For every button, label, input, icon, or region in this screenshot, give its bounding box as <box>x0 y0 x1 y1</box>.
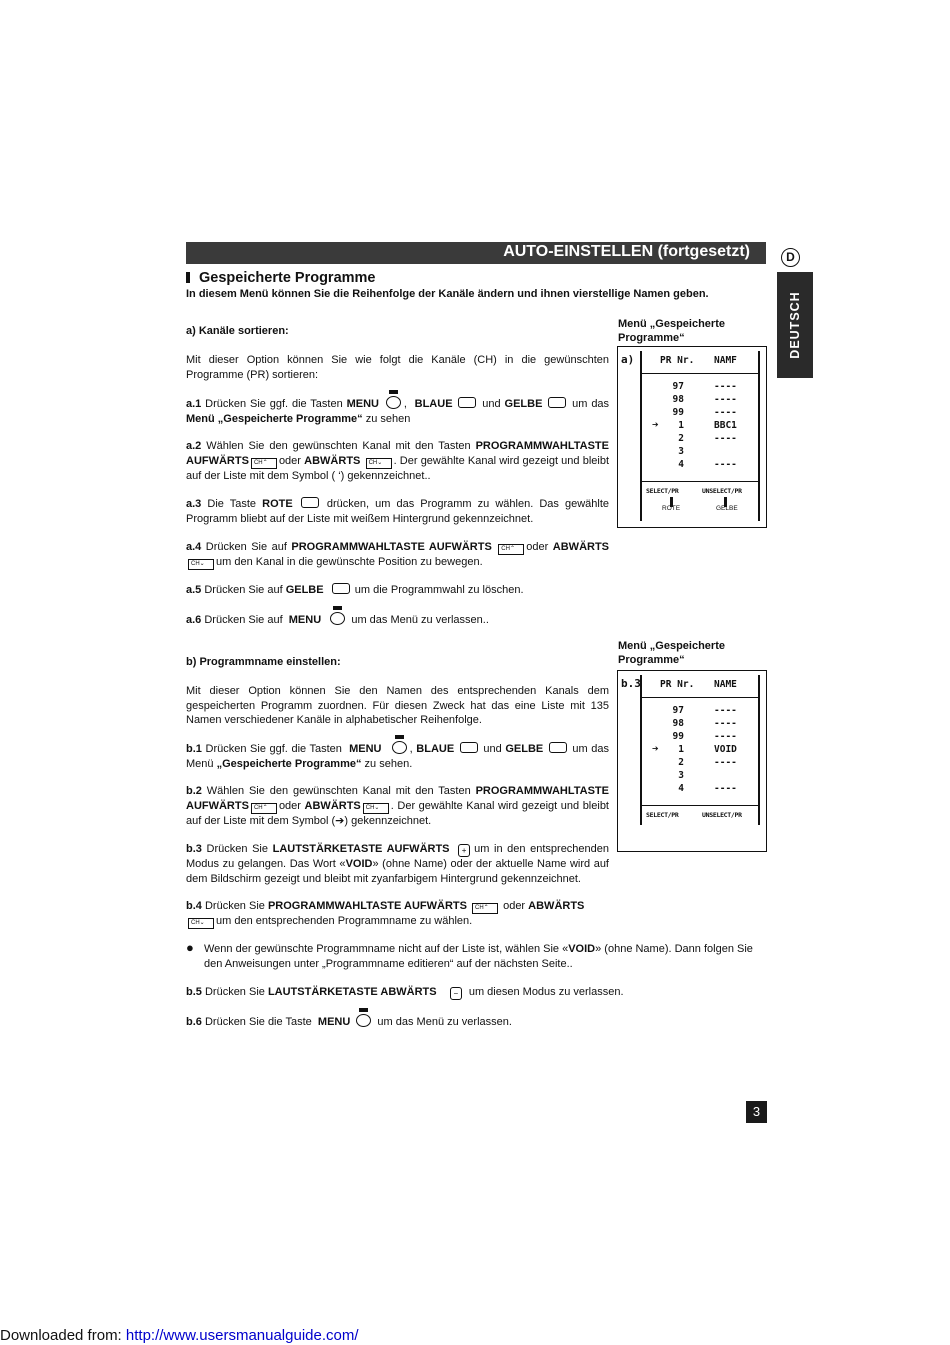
note-text: Wenn der gewünschte Programmname nicht auf der Liste ist, wählen Sie «VOID» (ohne Name). Dann folgen Sie den Anweisungen unter „Programmname editieren“ auf der nächsten Seite.. <box>204 943 753 970</box>
part-a-intro: Mit dieser Option können Sie wie folgt die Kanäle (CH) in die gewünschten Programme (PR) sortieren: <box>186 354 609 381</box>
channel-up-icon: CH⌃ <box>498 544 524 555</box>
screen-a-col-name: NAMF <box>714 355 737 366</box>
page-number: 3 <box>746 1101 767 1123</box>
menu-button-icon <box>392 741 407 754</box>
volume-down-icon: − <box>450 987 462 1000</box>
step-a2: a.2 Wählen Sie den gewünschten Kanal mit den Tasten PROGRAMMWAHLTASTE AUFWÄRTS CH⌃ oder ABWÄRTS CH⌄ . Der gewählte Kanal wird gezeigt und bleibt auf der Liste mit dem Symbol ( ‘) gekennzeichnet.. <box>186 440 610 482</box>
step-a1: a.1 Drücken Sie ggf. die Tasten MENU , BLAUE und GELBE um das Menü „Gespeicherte Programme“ zu sehen <box>186 398 610 425</box>
language-side-tab-label: DEUTSCH <box>788 291 802 359</box>
yellow-key-icon <box>332 583 350 594</box>
part-b-intro: Mit dieser Option können Sie den Namen des entsprechenden Kanals dem gespeicherten Programm zuordnen. Für diesen Zweck hat das eine Liste mit 135 Namen verschiedener Kanäle in alphabetischer Reihenfolge. <box>186 685 609 726</box>
part-b-heading: b) Programmname einstellen: <box>186 656 341 668</box>
channel-up-icon: CH⌃ <box>251 803 277 814</box>
screen-a-cap-left: ROTE <box>662 505 681 512</box>
screen-a-divider <box>642 373 758 374</box>
download-footer-prefix: Downloaded from: <box>0 1327 126 1344</box>
title-bar <box>186 242 766 264</box>
channel-up-icon: CH⌃ <box>472 903 498 914</box>
yellow-key-icon <box>549 742 567 753</box>
red-key-icon <box>301 497 319 508</box>
step-b5: b.5 Drücken Sie LAUTSTÄRKETASTE ABWÄRTS − um diesen Modus zu verlassen. <box>186 986 624 998</box>
download-footer-link[interactable]: http://www.usersmanualguide.com/ <box>125 1327 359 1344</box>
screen-a-caption: Menü „Gespeicherte Programme“ <box>618 318 725 344</box>
screen-a-cap-right: GELBE <box>716 505 738 512</box>
step-b2: b.2 Wählen Sie den gewünschten Kanal mit den Tasten PROGRAMMWAHLTASTE AUFWÄRTS CH⌃ oder ABWÄRTS CH⌄ . Der gewählte Kanal wird gezeigt und bleibt auf der Liste mit dem Symbol (➔) gekennzeichnet. <box>186 785 609 827</box>
step-a6: a.6 Drücken Sie auf MENU um das Menü zu verlassen.. <box>186 614 489 626</box>
part-a-heading: a) Kanäle sortieren: <box>186 325 289 337</box>
screen-b-caption: Menü „Gespeicherte Programme“ <box>618 640 725 666</box>
channel-up-icon: CH⌃ <box>251 458 277 469</box>
arrow-icon: ➔ <box>652 418 659 431</box>
screen-b-tag: b.3 <box>621 677 641 690</box>
menu-button-icon <box>356 1014 371 1027</box>
screen-b-divider <box>642 697 758 698</box>
language-side-tab <box>777 272 813 378</box>
section-marker <box>186 272 190 283</box>
arrow-icon: ➔ <box>652 742 659 755</box>
screen-a-inner: PR Nr. NAMF 97 ---- 98 ---- 99 ---- ➔ 1 BBC1 2 ---- 3 4 ---- SELECT/PR UNSELECT/PR ROTE GELBE <box>640 351 760 521</box>
channel-down-icon: CH⌄ <box>363 803 389 814</box>
language-badge: D <box>781 248 800 267</box>
screen-a <box>617 346 767 528</box>
section-title-text: Gespeicherte Programme <box>199 270 376 286</box>
screen-b-col-pr: PR Nr. <box>660 679 695 690</box>
screen-a-foot-left: SELECT/PR <box>646 487 679 495</box>
screen-b <box>617 670 767 852</box>
step-a4: a.4 Drücken Sie auf PROGRAMMWAHLTASTE AUFWÄRTS CH⌃ oder ABWÄRTS CH⌄ um den Kanal in die gewünschte Position zu bewegen. <box>186 541 610 568</box>
screen-b-foot-right: UNSELECT/PR <box>702 811 742 819</box>
step-b6: b.6 Drücken Sie die Taste MENU um das Menü zu verlassen. <box>186 1016 512 1028</box>
step-a3: a.3 Die Taste ROTE drücken, um das Programm zu wählen. Das gewählte Programm bliebt auf der Liste mit weißem Hintergrund gekennzeichnet. <box>186 498 610 525</box>
step-a5: a.5 Drücken Sie auf GELBE um die Programmwahl zu löschen. <box>186 584 524 596</box>
screen-b-col-name: NAME <box>714 679 737 690</box>
section-title <box>186 270 376 286</box>
volume-up-icon: + <box>458 844 470 857</box>
step-b3: b.3 Drücken Sie LAUTSTÄRKETASTE AUFWÄRTS + um in den entsprechenden Modus zu gelangen. Das Wort «VOID» (ohne Name) oder der aktuelle Name wird auf dem Bildschirm gezeigt und bleibt mit zyanfarbigem Hintergrund gekennzeichnet. <box>186 843 610 885</box>
section-subtitle: In diesem Menü können Sie die Reihenfolge der Kanäle ändern und ihnen vierstellige Namen geben. <box>186 288 709 300</box>
blue-key-icon <box>458 397 476 408</box>
menu-button-icon <box>330 612 345 625</box>
download-footer <box>0 1327 359 1344</box>
page-title: AUTO-EINSTELLEN (fortgesetzt) <box>503 243 750 260</box>
channel-down-icon: CH⌄ <box>188 559 214 570</box>
screen-a-tag: a) <box>621 353 635 366</box>
channel-down-icon: CH⌄ <box>188 918 214 929</box>
note-bullet: ● <box>186 940 194 955</box>
screen-a-divider <box>642 481 758 482</box>
channel-down-icon: CH⌄ <box>366 458 392 469</box>
yellow-key-icon <box>548 397 566 408</box>
screen-b-divider <box>642 805 758 806</box>
screen-a-foot-right: UNSELECT/PR <box>702 487 742 495</box>
screen-b-inner: PR Nr. NAME 97 ---- 98 ---- 99 ---- ➔ 1 VOID 2 ---- 3 4 ---- SELECT/PR UNSELECT/PR <box>640 675 760 825</box>
step-b1: b.1 Drücken Sie ggf. die Tasten MENU , BLAUE und GELBE um das Menü „Gespeicherte Programme“ zu sehen. <box>186 743 610 770</box>
blue-key-icon <box>460 742 478 753</box>
step-b4: b.4 Drücken Sie PROGRAMMWAHLTASTE AUFWÄRTS CH⌃ oder ABWÄRTS CH⌄ um den entsprechenden Programmname zu wählen. <box>186 900 585 927</box>
screen-b-foot-left: SELECT/PR <box>646 811 679 819</box>
screen-a-col-pr: PR Nr. <box>660 355 695 366</box>
menu-button-icon <box>386 396 401 409</box>
